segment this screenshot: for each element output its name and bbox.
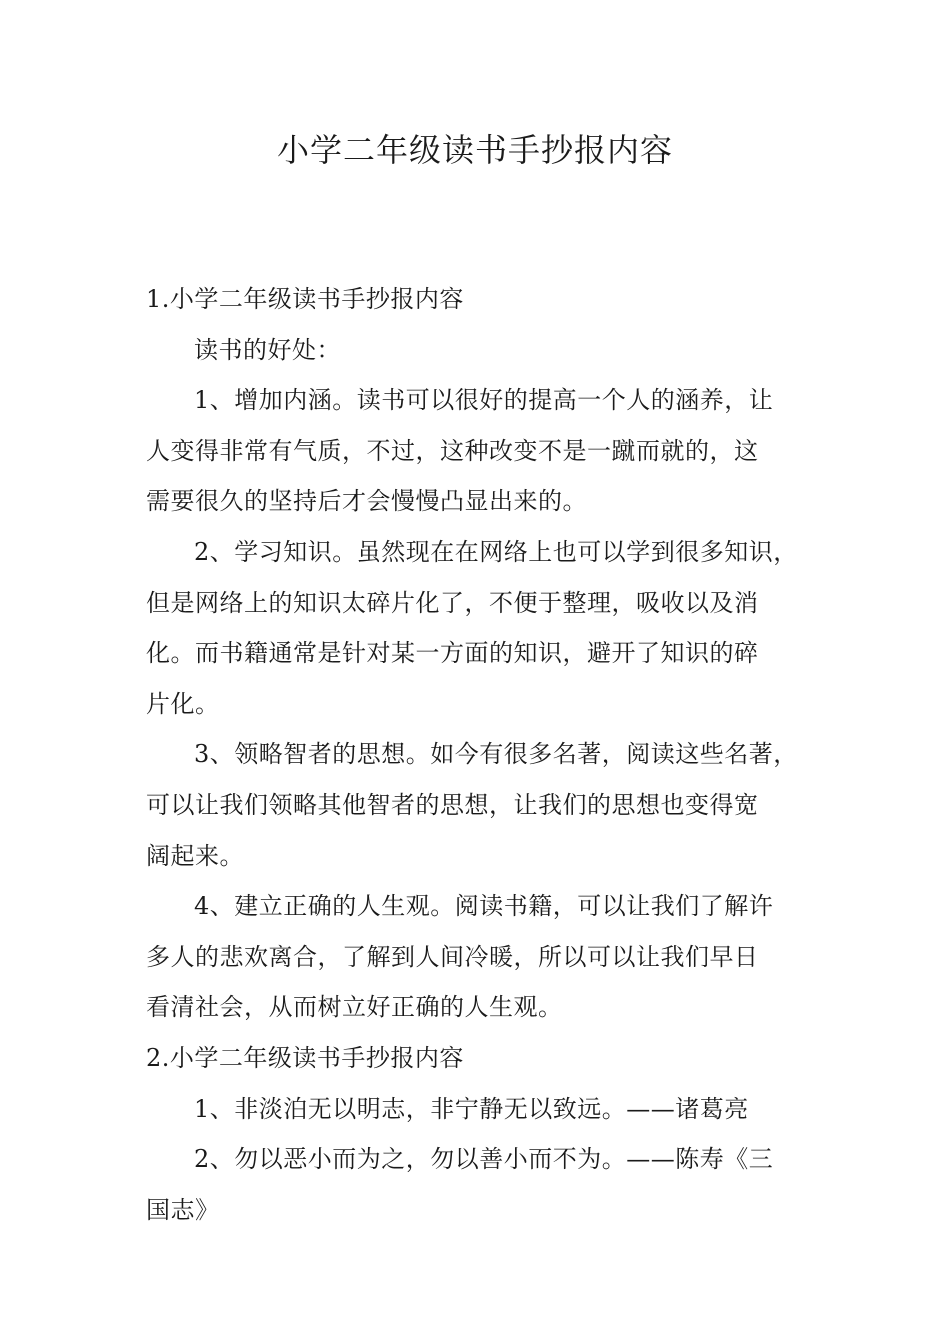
- body-line: 1、增加内涵。读书可以很好的提高一个人的涵养，让: [194, 386, 774, 415]
- body-line: 1.小学二年级读书手抄报内容: [146, 285, 464, 313]
- body-line: 2、学习知识。虽然现在在网络上也可以学到很多知识，: [194, 537, 798, 566]
- body-line: 4、建立正确的人生观。阅读书籍，可以让我们了解许: [194, 892, 774, 921]
- body-line: 看清社会，从而树立好正确的人生观。: [146, 993, 563, 1022]
- body-line: 人变得非常有气质，不过，这种改变不是一蹴而就的，这: [146, 436, 759, 465]
- body-line: 3、领略智者的思想。如今有很多名著，阅读这些名著，: [194, 740, 798, 769]
- document-title: 小学二年级读书手抄报内容: [276, 131, 673, 169]
- body-line: 片化。: [146, 689, 220, 718]
- body-line: 1、非淡泊无以明志，非宁静无以致远。——诸葛亮: [194, 1094, 749, 1123]
- body-line: 多人的悲欢离合，了解到人间冷暖，所以可以让我们早日: [146, 942, 759, 971]
- document-body: [146, 280, 814, 1241]
- body-line: 但是网络上的知识太碎片化了，不便于整理，吸收以及消: [146, 588, 759, 617]
- body-line: 阔起来。: [146, 841, 244, 870]
- body-line: 国志》: [146, 1195, 220, 1224]
- body-line: 2、勿以恶小而为之，勿以善小而不为。——陈寿《三: [194, 1145, 774, 1174]
- body-line: 2.小学二年级读书手抄报内容: [146, 1043, 464, 1072]
- body-line: 可以让我们领略其他智者的思想，让我们的思想也变得宽: [146, 790, 759, 819]
- body-line: 需要很久的坚持后才会慢慢凸显出来的。: [146, 487, 587, 516]
- body-line: 读书的好处：: [194, 335, 341, 364]
- body-line: 化。而书籍通常是针对某一方面的知识，避开了知识的碎: [146, 639, 759, 668]
